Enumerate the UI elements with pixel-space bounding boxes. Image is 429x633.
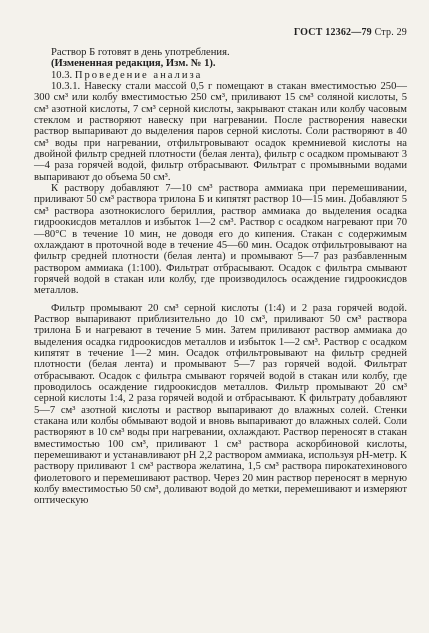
page-number: Стр. 29	[374, 27, 407, 38]
section-number: 10.3.	[51, 69, 75, 81]
paragraph: 10.3.1. Навеску стали массой 0,5 г помещают в стакан вместимостью 250—300 см³ или колбу вместимостью 250 см³, приливают 15 см³ соляной кислоты, 5 см³ азотной кислоты, 7 см³ серной кислоты, закрывают стакан или колбу часовым стеклом и растворяют навеску при нагревании. После растворения навески раствор выпаривают до выделения паров серной кислоты. Соли растворяют в 40 см³ воды при нагревании, отфильтровывают осадок кремниевой кислоты на двойной фильтр средней плотности (белая лента), фильтр с осадком промывают 3—4 раза горячей водой, фильтр отбрасывают. Фильтрат с промывными водами выпаривают до объема 50 см³.	[34, 81, 407, 183]
section-title: Проведение анализа	[74, 69, 203, 81]
paragraph: Фильтр промывают 20 см³ серной кислоты (1:4) и 2 раза горячей водой. Раствор выпаривают приблизительно до 10 см³, приливают 50 см³ раствора трилона Б и нагревают в течение 5 мин. Затем приливают раствор аммиака до выделения осадка гидроокисдов металлов и избыток 1—2 см³. Раствор с осадком кипятят в течение 1—2 мин. Осадок отфильтровывают на фильтр средней плотности (белая лента) и промывают 5—7 раз горячей водой. Фильтрат отбрасывают. Осадок с фильтра смывают горячей водой в стакан или колбу, где проводилось осаждение гидроокисдов металлов. Фильтр промывают 20 см³ серной кислоты 1:4, 2 раза горячей водой и отбрасывают. К фильтрату добавляют 5—7 см³ азотной кислоты и раствор выпаривают до влажных солей. Стенки стакана или колбы обмывают водой и вновь выпаривают до влажных солей. Соли растворяют в 10 см³ воды при нагревании, охлаждают. Раствор переносят в стакан вместимостью 100 см³, приливают 1 см³ раствора аскорбиновой кислоты, перемешивают и устанавливают pH 2,2 раствором аммиака, используя pH-метр. К раствору приливают 1 см³ раствора желатина, 1,5 см³ раствора пирокатехинового фиолетового и перемешивают раствор. Через 20 мин раствор переносят в мерную колбу вместимостью 50 см³, доливают водой до метки, перемешивают и измеряют оптическую	[34, 302, 407, 507]
standard-number: ГОСТ 12362—79	[293, 27, 372, 38]
paragraph: Раствор Б готовят в день употребления.	[51, 47, 230, 58]
document-body	[34, 47, 407, 507]
paragraph: К раствору добавляют 7—10 см³ раствора аммиака при перемешивании, приливают 50 см³ раствора трилона Б и кипятят раствор 10—15 мин. Добавляют 5 см³ раствора азотнокислого бериллия, раствор аммиака до выделения осадка гидроокисдов металлов и избыток 1—2 см³. Раствор с осадком нагревают при 70—80°С в течение 10 мин, не доводя его до кипения. Стакан с содержимым охлаждают в проточной воде в течение 45—60 мин. Осадок отфильтровывают на фильтр средней плотности (белая лента) и промывают 5—7 раз разбавленным раствором аммиака (1:100). Фильтрат отбрасывают. Осадок с фильтра смывают горячей водой в стакан или колбу, где производилось осаждение гидроокисдов металлов.	[34, 183, 407, 297]
amendment-note: (Измененная редакция, Изм. № 1).	[51, 58, 216, 70]
section-heading	[34, 70, 407, 81]
page-header	[34, 27, 407, 39]
